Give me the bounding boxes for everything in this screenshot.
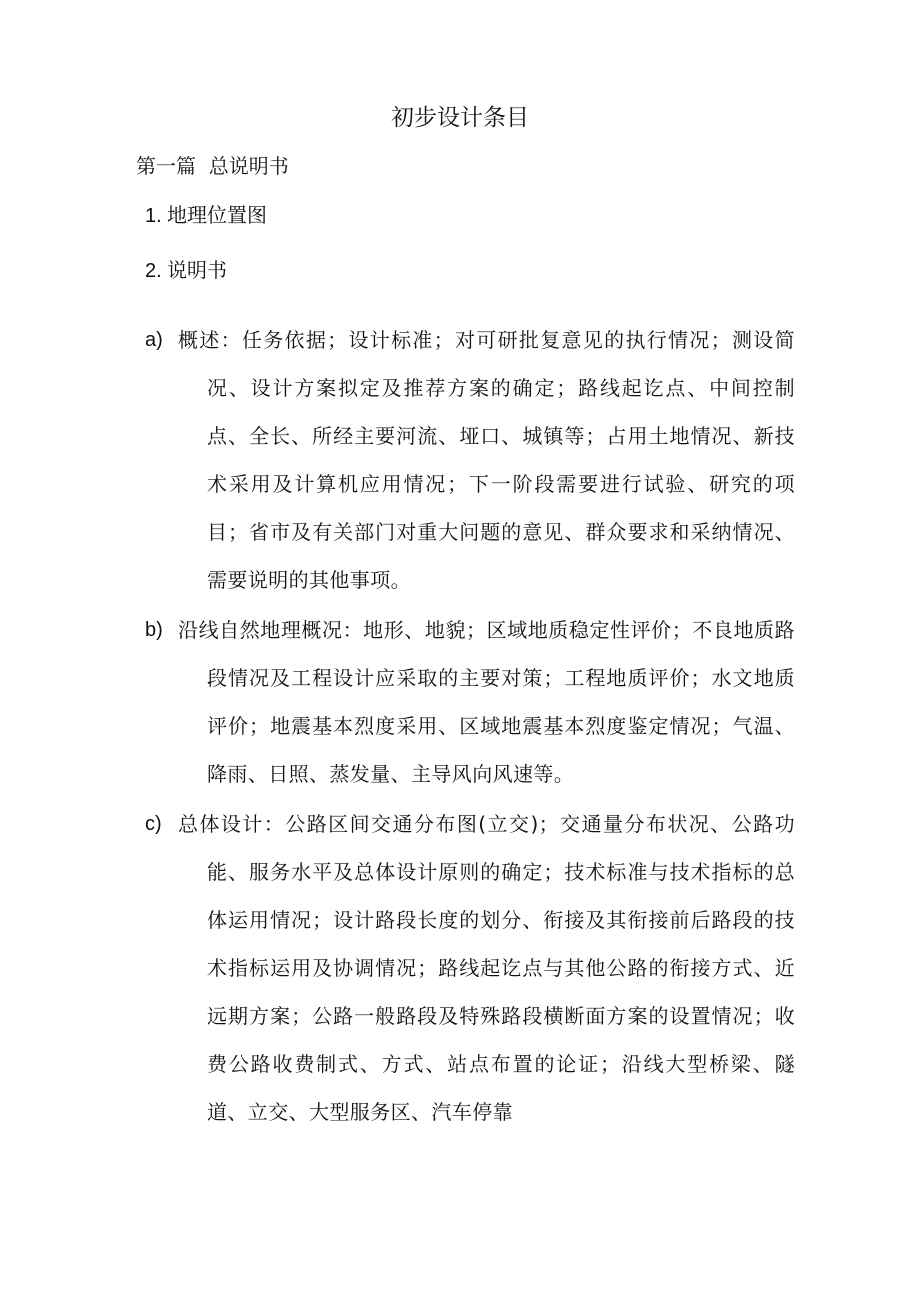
- item-number: 1.: [145, 205, 162, 227]
- numbered-item-1: [145, 199, 267, 232]
- item-text: 地理位置图: [167, 203, 267, 227]
- item-paragraph: 沿线自然地理概况：地形、地貌；区域地质稳定性评价；不良地质路段情况及工程设计应采取的主要对策；工程地质评价；水文地质评价；地震基本烈度采用、区域地震基本烈度鉴定情况；气温、降雨、日照、蒸发量、主导风向风速等。: [178, 618, 795, 786]
- part-heading: 第一篇 总说明书: [136, 154, 289, 178]
- item-text: 说明书: [167, 258, 227, 282]
- lettered-item-b: [145, 606, 795, 798]
- item-number: 2.: [145, 260, 162, 282]
- item-paragraph: 总体设计：公路区间交通分布图(立交)；交通量分布状况、公路功能、服务水平及总体设计原则的确定；技术标准与技术指标的总体运用情况；设计路段长度的划分、衔接及其衔接前后路段的技术指标运用及协调情况；路线起讫点与其他公路的衔接方式、近远期方案；公路一般路段及特殊路段横断面方案的设置情况；收费公路收费制式、方式、站点布置的论证；沿线大型桥梁、隧道、立交、大型服务区、汽车停靠: [178, 812, 795, 1124]
- numbered-item-2: [145, 254, 227, 287]
- item-marker: a): [145, 329, 163, 351]
- item-paragraph: 概述：任务依据；设计标准；对可研批复意见的执行情况；测设简况、设计方案拟定及推荐方案的确定；路线起讫点、中间控制点、全长、所经主要河流、垭口、城镇等；占用土地情况、新技术采用及计算机应用情况；下一阶段需要进行试验、研究的项目；省市及有关部门对重大问题的意见、群众要求和采纳情况、需要说明的其他事项。: [178, 328, 795, 592]
- document-title: 初步设计条目: [391, 105, 529, 131]
- item-marker: b): [145, 619, 163, 641]
- lettered-item-c: [145, 800, 795, 1136]
- lettered-item-a: [145, 316, 795, 604]
- item-marker: c): [145, 813, 162, 835]
